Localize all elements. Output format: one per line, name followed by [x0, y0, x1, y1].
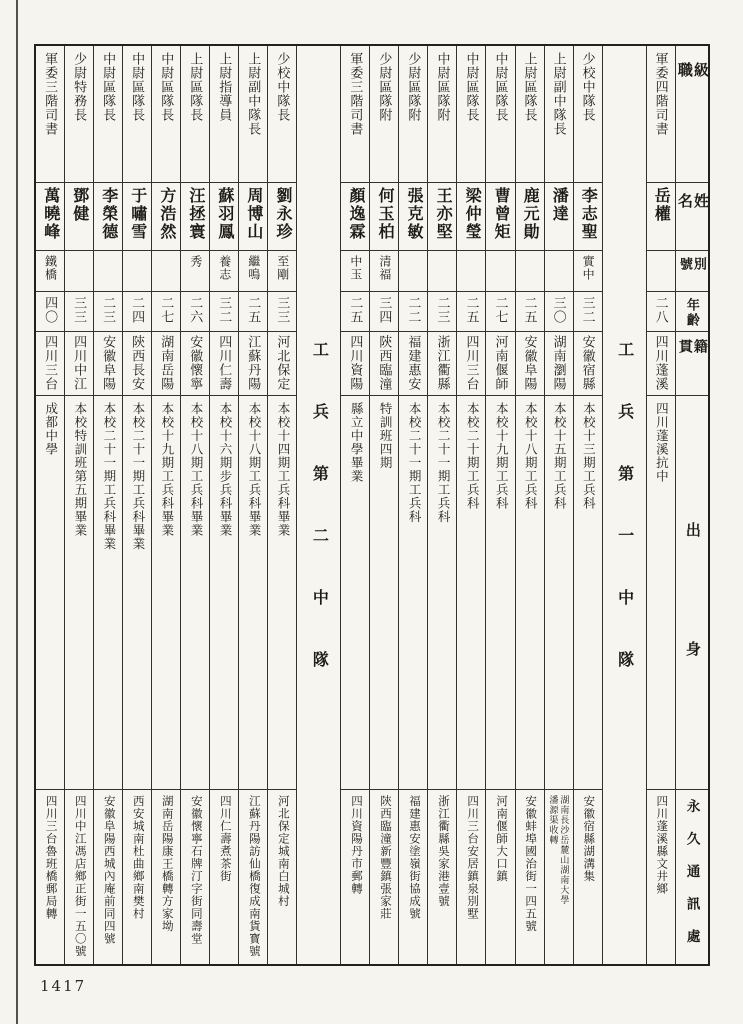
alias-cell: [486, 251, 514, 292]
name-cell: [428, 183, 456, 251]
section-title: [603, 46, 646, 964]
roster-table: [34, 44, 710, 966]
address-cell-text: 四川中江馮店鄉正街一五〇號: [73, 795, 86, 958]
roster-column: [340, 46, 369, 964]
origin-cell: [152, 396, 180, 790]
native-cell-text: 四川中江: [72, 335, 88, 391]
rank-cell-text: 軍委四階司書: [653, 52, 669, 136]
rank-cell: [94, 46, 122, 183]
native-cell: [545, 332, 573, 396]
column-header-label: 籍貫: [676, 339, 707, 371]
age-cell: [647, 292, 675, 332]
native-cell: [36, 332, 64, 396]
alias-cell-text: 秀: [188, 255, 203, 268]
column-header-label: 出身: [683, 522, 700, 760]
address-cell-text: 湖南長沙岳麓山湖南大學潘源渠收轉: [548, 795, 570, 905]
alias-cell: [370, 251, 398, 292]
roster-column: [646, 46, 675, 964]
origin-cell: [36, 396, 64, 790]
native-cell: [370, 332, 398, 396]
age-cell-text: 三二: [580, 296, 596, 324]
native-cell-text: 四川三台: [464, 335, 480, 391]
origin-cell-text: 本校十八期工兵科畢業: [247, 402, 262, 537]
name-cell-text: 李志聖: [579, 187, 597, 241]
age-cell: [341, 292, 369, 332]
roster-column: [93, 46, 122, 964]
roster-column: [209, 46, 238, 964]
roster-column: [238, 46, 267, 964]
age-cell: [268, 292, 296, 332]
name-cell-text: 李榮德: [99, 187, 117, 241]
native-cell: [94, 332, 122, 396]
name-cell: [516, 183, 544, 251]
alias-cell-text: 實中: [581, 255, 596, 281]
age-cell-text: 三〇: [551, 296, 567, 324]
roster-column: [122, 46, 151, 964]
address-cell: [239, 790, 267, 964]
column-header: [676, 46, 708, 183]
origin-cell: [239, 396, 267, 790]
age-cell: [65, 292, 93, 332]
roster-column: [427, 46, 456, 964]
address-cell: [457, 790, 485, 964]
origin-cell-text: 成都中學: [43, 402, 58, 456]
roster-column: [398, 46, 427, 964]
rank-cell-text: 上尉指導員: [217, 52, 233, 122]
name-cell-text: 梁仲瑩: [463, 187, 481, 241]
address-cell: [647, 790, 675, 964]
address-cell-text: 江蘇丹陽訪仙橋復成南貨寳號: [247, 795, 260, 958]
address-cell: [65, 790, 93, 964]
origin-cell-text: 本校二十期工兵科: [465, 402, 480, 510]
address-cell-text: 四川三台安居鎮泉別墅: [466, 795, 479, 920]
column-header-label: 永久通訊處: [684, 799, 700, 962]
age-cell-text: 二五: [348, 296, 364, 324]
origin-cell-text: 本校十三期工兵科: [581, 402, 596, 510]
native-cell: [428, 332, 456, 396]
address-cell-text: 四川三台魯班橋郵局轉: [44, 795, 57, 920]
address-cell: [36, 790, 64, 964]
age-cell: [181, 292, 209, 332]
rank-cell: [210, 46, 238, 183]
origin-cell: [516, 396, 544, 790]
address-cell-text: 西安城南杜曲鄉南樊村: [131, 795, 144, 920]
name-cell: [370, 183, 398, 251]
alias-cell: [94, 251, 122, 292]
name-cell-text: 劉永珍: [273, 187, 291, 241]
alias-cell: [399, 251, 427, 292]
section-column: [602, 46, 646, 964]
native-cell-text: 四川仁壽: [217, 335, 233, 391]
column-header: [676, 183, 708, 251]
origin-cell-text: 四川蓬溪抗中: [654, 402, 669, 483]
section-column: [296, 46, 340, 964]
origin-cell-text: 本校十四期工兵科畢業: [276, 402, 291, 537]
rank-cell-text: 少校中隊長: [580, 52, 596, 122]
rank-cell-text: 中尉區隊長: [130, 52, 146, 122]
age-cell-text: 三三: [275, 296, 291, 324]
rank-cell: [181, 46, 209, 183]
alias-cell: [545, 251, 573, 292]
name-cell: [574, 183, 602, 251]
rank-cell-text: 軍委三階司書: [43, 52, 59, 136]
rank-cell: [36, 46, 64, 183]
age-cell: [36, 292, 64, 332]
name-cell-text: 周博山: [244, 187, 262, 241]
section-title: [297, 46, 340, 964]
origin-cell-text: 本校十八期工兵科畢業: [188, 402, 203, 537]
origin-cell: [268, 396, 296, 790]
native-cell-text: 浙江衢縣: [435, 335, 451, 391]
age-cell-text: 二三: [101, 296, 117, 324]
alias-cell: [268, 251, 296, 292]
origin-cell: [545, 396, 573, 790]
address-cell-text: 河北保定城南白城村: [276, 795, 289, 908]
native-cell-text: 湖南瀏陽: [551, 335, 567, 391]
alias-cell: [647, 251, 675, 292]
address-cell: [545, 790, 573, 964]
alias-cell-text: 鐵橋: [43, 255, 58, 281]
name-cell-text: 岳權: [652, 187, 670, 223]
origin-cell-text: 本校十九期工兵科: [494, 402, 509, 510]
name-cell-text: 鄧健: [70, 187, 88, 223]
column-header-label: 級職: [675, 62, 708, 127]
native-cell: [486, 332, 514, 396]
native-cell-text: 安徽懷寧: [188, 335, 204, 391]
age-cell-text: 二五: [464, 296, 480, 324]
name-cell: [545, 183, 573, 251]
column-header: [676, 396, 708, 790]
name-cell: [65, 183, 93, 251]
origin-cell: [457, 396, 485, 790]
address-cell-text: 四川仁壽煮茶街: [218, 795, 231, 883]
native-cell-text: 陝西臨潼: [377, 335, 393, 391]
address-cell-text: 河南偃師大口鎮: [495, 795, 508, 883]
rank-cell: [65, 46, 93, 183]
alias-cell-text: 清福: [377, 255, 392, 281]
age-cell: [399, 292, 427, 332]
age-cell: [239, 292, 267, 332]
native-cell: [457, 332, 485, 396]
rank-cell-text: 少尉區隊附: [377, 52, 393, 122]
name-cell: [210, 183, 238, 251]
origin-cell-text: 縣立中學畢業: [349, 402, 364, 483]
age-cell: [516, 292, 544, 332]
alias-cell: [181, 251, 209, 292]
name-cell: [123, 183, 151, 251]
rank-cell: [647, 46, 675, 183]
age-cell: [210, 292, 238, 332]
origin-cell-text: 本校特訓班第五期畢業: [72, 402, 87, 537]
origin-cell-text: 本校二十一期工兵科畢業: [101, 402, 116, 551]
address-cell-text: 安徽宿縣湖溝集: [582, 795, 595, 883]
roster-column: [369, 46, 398, 964]
alias-cell: [123, 251, 151, 292]
alias-cell-text: 中玉: [348, 255, 363, 281]
origin-cell: [123, 396, 151, 790]
native-cell: [341, 332, 369, 396]
address-cell-text: 陝西臨潼新豐鎮張家莊: [378, 795, 391, 920]
name-cell-text: 張克敏: [405, 187, 423, 241]
column-header-label: 姓名: [675, 193, 708, 230]
name-cell-text: 于嘯雪: [128, 187, 146, 241]
age-cell-text: 二五: [522, 296, 538, 324]
age-cell-text: 三三: [72, 296, 88, 324]
rank-cell-text: 中尉區隊長: [101, 52, 117, 122]
name-cell-text: 鹿元勛: [521, 187, 539, 241]
age-cell: [457, 292, 485, 332]
roster-column: [64, 46, 93, 964]
roster-column: [180, 46, 209, 964]
name-cell: [94, 183, 122, 251]
name-cell-text: 何玉柏: [376, 187, 393, 241]
age-cell: [486, 292, 514, 332]
header-column: [675, 46, 708, 964]
rank-cell: [123, 46, 151, 183]
address-cell: [94, 790, 122, 964]
origin-cell-text: 本校十六期步兵科畢業: [217, 402, 232, 537]
origin-cell-text: 本校十五期工兵科: [552, 402, 567, 510]
address-cell: [574, 790, 602, 964]
age-cell: [123, 292, 151, 332]
name-cell: [486, 183, 514, 251]
alias-cell: [574, 251, 602, 292]
native-cell: [574, 332, 602, 396]
native-cell-text: 河南偃師: [493, 335, 509, 391]
address-cell: [399, 790, 427, 964]
rank-cell-text: 中尉區隊長: [493, 52, 509, 122]
native-cell: [399, 332, 427, 396]
rank-cell: [516, 46, 544, 183]
address-cell: [210, 790, 238, 964]
address-cell: [370, 790, 398, 964]
age-cell: [428, 292, 456, 332]
age-cell: [545, 292, 573, 332]
age-cell-text: 二六: [188, 296, 204, 324]
native-cell: [210, 332, 238, 396]
name-cell-text: 方浩然: [157, 187, 175, 241]
alias-cell: [428, 251, 456, 292]
origin-cell: [370, 396, 398, 790]
origin-cell: [399, 396, 427, 790]
name-cell: [647, 183, 675, 251]
origin-cell: [486, 396, 514, 790]
roster-column: [36, 46, 64, 964]
address-cell: [341, 790, 369, 964]
rank-cell-text: 少校中隊長: [275, 52, 291, 122]
age-cell: [152, 292, 180, 332]
native-cell-text: 安徽阜陽: [522, 335, 538, 391]
native-cell-text: 福建惠安: [406, 335, 422, 391]
roster-column: [515, 46, 544, 964]
origin-cell-text: 本校二十一期工兵科畢業: [130, 402, 145, 551]
native-cell: [268, 332, 296, 396]
rank-cell-text: 中尉區隊附: [435, 52, 451, 122]
origin-cell-text: 本校二十一期工兵科: [436, 402, 451, 524]
roster-column: [267, 46, 296, 964]
age-cell: [370, 292, 398, 332]
origin-cell: [65, 396, 93, 790]
rank-cell: [239, 46, 267, 183]
origin-cell: [94, 396, 122, 790]
rank-cell: [486, 46, 514, 183]
rank-cell: [574, 46, 602, 183]
alias-cell: [457, 251, 485, 292]
alias-cell: [516, 251, 544, 292]
rank-cell-text: 上尉區隊長: [522, 52, 538, 122]
name-cell: [239, 183, 267, 251]
name-cell-text: 顏逸霖: [346, 187, 364, 241]
native-cell: [239, 332, 267, 396]
address-cell-text: 浙江衢縣吳家港壹號: [437, 795, 450, 908]
column-header-label: 年齡: [684, 298, 700, 328]
native-cell: [181, 332, 209, 396]
native-cell: [152, 332, 180, 396]
name-cell-text: 潘達: [550, 187, 568, 223]
rank-cell-text: 中尉區隊長: [464, 52, 480, 122]
rank-cell-text: 中尉區隊長: [159, 52, 175, 122]
roster-column: [544, 46, 573, 964]
native-cell-text: 江蘇丹陽: [246, 335, 262, 391]
rank-cell: [399, 46, 427, 183]
age-cell-text: 三四: [377, 296, 393, 324]
native-cell: [647, 332, 675, 396]
name-cell: [268, 183, 296, 251]
native-cell-text: 安徽宿縣: [580, 335, 596, 391]
address-cell: [516, 790, 544, 964]
alias-cell-text: 養志: [217, 255, 232, 281]
rank-cell: [341, 46, 369, 183]
section-title-text: 工兵第二中隊: [310, 341, 328, 713]
roster-column: [485, 46, 514, 964]
rank-cell: [268, 46, 296, 183]
address-cell-text: 安徽懷寧石牌汀字街同壽堂: [189, 795, 202, 945]
origin-cell-text: 特訓班四期: [378, 402, 393, 470]
name-cell-text: 曹曾矩: [492, 187, 510, 241]
alias-cell: [239, 251, 267, 292]
age-cell-text: 二七: [159, 296, 175, 324]
origin-cell: [574, 396, 602, 790]
origin-cell-text: 本校十九期工兵科畢業: [159, 402, 174, 537]
origin-cell: [428, 396, 456, 790]
native-cell: [65, 332, 93, 396]
age-cell-text: 二五: [246, 296, 262, 324]
address-cell-text: 四川資陽丹市郵轉: [349, 795, 362, 895]
name-cell: [152, 183, 180, 251]
name-cell: [457, 183, 485, 251]
column-header: [676, 251, 708, 292]
native-cell-text: 四川蓬溪: [653, 335, 669, 391]
age-cell-text: 四〇: [43, 296, 59, 324]
address-cell-text: 福建惠安塗嶺街協成號: [408, 795, 420, 920]
alias-cell-text: 至剛: [275, 255, 290, 281]
page-number: 1417: [40, 977, 87, 995]
age-cell-text: 二三: [435, 296, 451, 324]
rank-cell: [545, 46, 573, 183]
rank-cell: [457, 46, 485, 183]
address-cell: [268, 790, 296, 964]
address-cell: [486, 790, 514, 964]
name-cell-text: 蘇羽鳳: [215, 187, 233, 241]
alias-cell: [36, 251, 64, 292]
alias-cell: [341, 251, 369, 292]
alias-cell: [65, 251, 93, 292]
roster-column: [151, 46, 180, 964]
address-cell-text: 安徽阜陽西城內庵前同四號: [102, 795, 115, 945]
rank-cell: [370, 46, 398, 183]
age-cell: [94, 292, 122, 332]
age-cell-text: 二七: [493, 296, 509, 324]
address-cell: [123, 790, 151, 964]
address-cell: [181, 790, 209, 964]
age-cell-text: 二四: [130, 296, 146, 324]
native-cell-text: 陝西長安: [130, 335, 146, 391]
address-cell: [152, 790, 180, 964]
origin-cell: [341, 396, 369, 790]
rank-cell: [152, 46, 180, 183]
native-cell: [516, 332, 544, 396]
name-cell: [399, 183, 427, 251]
name-cell-text: 王亦堅: [434, 187, 452, 241]
rank-cell: [428, 46, 456, 183]
origin-cell: [210, 396, 238, 790]
column-header: [676, 292, 708, 332]
native-cell: [123, 332, 151, 396]
alias-cell-text: 繼鳴: [246, 255, 261, 281]
age-cell: [574, 292, 602, 332]
roster-column: [573, 46, 602, 964]
native-cell-text: 四川資陽: [348, 335, 364, 391]
rank-cell-text: 上尉副中隊長: [551, 52, 567, 136]
native-cell-text: 湖南岳陽: [159, 335, 175, 391]
rank-cell-text: 上尉副中隊長: [246, 52, 262, 136]
rank-cell-text: 少尉區隊附: [406, 52, 422, 122]
native-cell-text: 河北保定: [275, 335, 291, 391]
address-cell-text: 四川蓬溪縣文井鄉: [655, 795, 668, 895]
native-cell-text: 四川三台: [43, 335, 59, 391]
rank-cell-text: 少尉特務長: [72, 52, 88, 122]
alias-cell: [210, 251, 238, 292]
rank-cell-text: 軍委三階司書: [348, 52, 364, 136]
rank-cell-text: 上尉區隊長: [188, 52, 204, 122]
address-cell-text: 安徽蚌埠國治街一四五號: [524, 795, 537, 933]
origin-cell: [647, 396, 675, 790]
column-header: [676, 332, 708, 396]
name-cell: [181, 183, 209, 251]
column-header: [676, 790, 708, 964]
section-title-text: 工兵第一中隊: [615, 341, 633, 713]
alias-cell: [152, 251, 180, 292]
scan-edge-line: [16, 0, 18, 1024]
age-cell-text: 二二: [406, 296, 422, 324]
name-cell: [36, 183, 64, 251]
age-cell-text: 二八: [653, 296, 669, 324]
name-cell: [341, 183, 369, 251]
address-cell-text: 湖南岳陽康王橋轉方家坳: [160, 795, 173, 933]
name-cell-text: 萬曉峰: [41, 187, 59, 241]
column-header-label: 別號: [677, 257, 707, 277]
origin-cell-text: 本校十八期工兵科: [523, 402, 538, 510]
origin-cell-text: 本校二十一期工兵科: [407, 402, 422, 524]
name-cell-text: 汪拯寰: [186, 187, 204, 241]
address-cell: [428, 790, 456, 964]
native-cell-text: 安徽阜陽: [101, 335, 117, 391]
roster-column: [456, 46, 485, 964]
origin-cell: [181, 396, 209, 790]
age-cell-text: 三二: [217, 296, 233, 324]
